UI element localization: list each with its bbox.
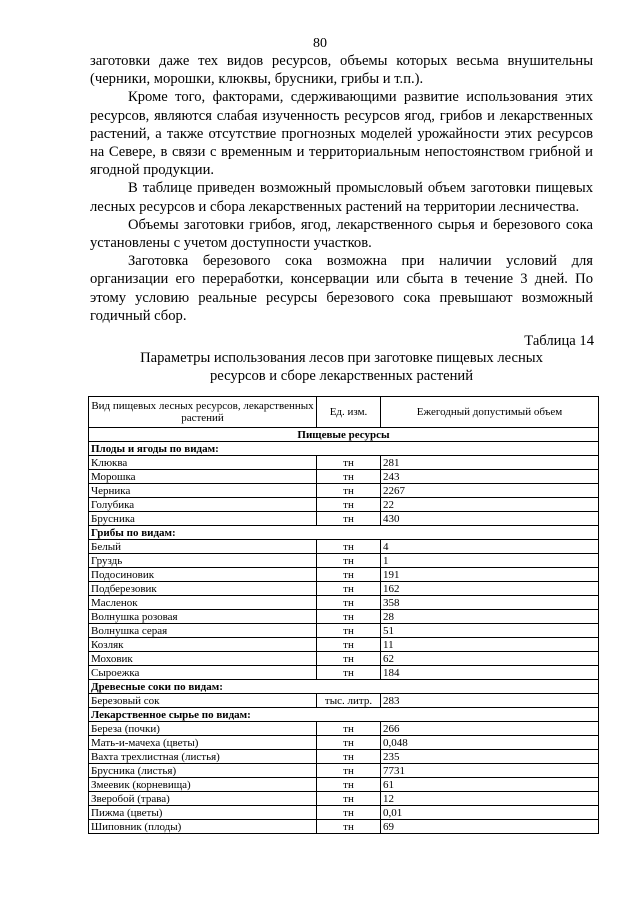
unit-cell: тн bbox=[317, 750, 381, 764]
volume-cell: 62 bbox=[381, 652, 599, 666]
resource-name: Березовый сок bbox=[89, 694, 317, 708]
unit-cell: тыс. литр. bbox=[317, 694, 381, 708]
resource-name: Брусника bbox=[89, 512, 317, 526]
resource-name: Моховик bbox=[89, 652, 317, 666]
volume-cell: 69 bbox=[381, 820, 599, 834]
table-row bbox=[89, 540, 599, 554]
paragraph-1: заготовки даже тех видов ресурсов, объемы которых весьма внушительны (черники, морошки, клюквы, брусники, грибы и т.п.). bbox=[90, 53, 593, 88]
paragraph-3: В таблице приведен возможный промысловый объем заготовки пищевых лесных ресурсов и сбора лекарственных растений на территории лесничества. bbox=[90, 180, 593, 215]
unit-cell: тн bbox=[317, 596, 381, 610]
volume-cell: 7731 bbox=[381, 764, 599, 778]
volume-cell: 235 bbox=[381, 750, 599, 764]
page-number: 80 bbox=[313, 36, 327, 51]
volume-cell: 162 bbox=[381, 582, 599, 596]
resources-table bbox=[88, 396, 599, 834]
resource-name: Змеевик (корневища) bbox=[89, 778, 317, 792]
paragraph-2: Кроме того, факторами, сдерживающими развитие использования этих ресурсов, являются слабая изученность ресурсов ягод, грибов и лекарственных растений, а также отсутствие прогнозных моделей урожайности этих ресурсов на Севере, в связи с временным и территориальным непостоянством грибной и ягодной продукции. bbox=[90, 89, 593, 179]
resource-name: Волнушка розовая bbox=[89, 610, 317, 624]
resource-name: Вахта трехлистная (листья) bbox=[89, 750, 317, 764]
section-food-resources: Пищевые ресурсы bbox=[89, 428, 599, 442]
resource-name: Зверобой (трава) bbox=[89, 792, 317, 806]
resource-name: Шиповник (плоды) bbox=[89, 820, 317, 834]
unit-cell: тн bbox=[317, 540, 381, 554]
volume-cell: 184 bbox=[381, 666, 599, 680]
volume-cell: 281 bbox=[381, 456, 599, 470]
table-row bbox=[89, 750, 599, 764]
table-caption bbox=[90, 349, 593, 385]
unit-cell: тн bbox=[317, 820, 381, 834]
unit-cell: тн bbox=[317, 610, 381, 624]
table-row bbox=[89, 484, 599, 498]
unit-cell: тн bbox=[317, 806, 381, 820]
header-unit: Ед. изм. bbox=[317, 397, 381, 428]
table-row bbox=[89, 624, 599, 638]
volume-cell: 4 bbox=[381, 540, 599, 554]
table-row bbox=[89, 722, 599, 736]
unit-cell: тн bbox=[317, 568, 381, 582]
resource-name: Голубика bbox=[89, 498, 317, 512]
group-row bbox=[89, 526, 599, 540]
volume-cell: 283 bbox=[381, 694, 599, 708]
resource-name: Козляк bbox=[89, 638, 317, 652]
resource-name: Подосиновик bbox=[89, 568, 317, 582]
resource-name: Брусника (листья) bbox=[89, 764, 317, 778]
volume-cell: 0,048 bbox=[381, 736, 599, 750]
table-header-row bbox=[89, 397, 599, 428]
table-row bbox=[89, 778, 599, 792]
unit-cell: тн bbox=[317, 456, 381, 470]
volume-cell: 28 bbox=[381, 610, 599, 624]
resource-name: Пижма (цветы) bbox=[89, 806, 317, 820]
table-caption-line-1: Параметры использования лесов при заготовке пищевых лесных bbox=[140, 350, 543, 366]
unit-cell: тн bbox=[317, 666, 381, 680]
volume-cell: 0,01 bbox=[381, 806, 599, 820]
unit-cell: тн bbox=[317, 764, 381, 778]
table-row bbox=[89, 806, 599, 820]
unit-cell: тн bbox=[317, 736, 381, 750]
resource-name: Груздь bbox=[89, 554, 317, 568]
volume-cell: 266 bbox=[381, 722, 599, 736]
group-title: Грибы по видам: bbox=[89, 526, 599, 540]
table-row bbox=[89, 736, 599, 750]
table-caption-line-2: ресурсов и сборе лекарственных растений bbox=[209, 368, 474, 385]
section-row bbox=[89, 428, 599, 442]
table-row bbox=[89, 694, 599, 708]
resource-name: Клюква bbox=[89, 456, 317, 470]
paragraph-4: Объемы заготовки грибов, ягод, лекарственного сырья и березового сока установлены с учетом доступности участков. bbox=[90, 216, 593, 252]
unit-cell: тн bbox=[317, 792, 381, 806]
table-row bbox=[89, 456, 599, 470]
resource-name: Подберезовик bbox=[89, 582, 317, 596]
volume-cell: 1 bbox=[381, 554, 599, 568]
table-row bbox=[89, 470, 599, 484]
body-text bbox=[90, 52, 593, 325]
volume-cell: 358 bbox=[381, 596, 599, 610]
table-row bbox=[89, 666, 599, 680]
volume-cell: 61 bbox=[381, 778, 599, 792]
table-row bbox=[89, 652, 599, 666]
volume-cell: 12 bbox=[381, 792, 599, 806]
header-annual-volume: Ежегодный допустимый объем bbox=[381, 397, 599, 428]
resource-name: Мать-и-мачеха (цветы) bbox=[89, 736, 317, 750]
volume-cell: 11 bbox=[381, 638, 599, 652]
unit-cell: тн bbox=[317, 638, 381, 652]
resource-name: Сыроежка bbox=[89, 666, 317, 680]
table-row bbox=[89, 582, 599, 596]
group-row bbox=[89, 680, 599, 694]
volume-cell: 51 bbox=[381, 624, 599, 638]
unit-cell: тн bbox=[317, 778, 381, 792]
group-row bbox=[89, 442, 599, 456]
table-row bbox=[89, 638, 599, 652]
unit-cell: тн bbox=[317, 498, 381, 512]
unit-cell: тн bbox=[317, 470, 381, 484]
table-row bbox=[89, 764, 599, 778]
unit-cell: тн bbox=[317, 624, 381, 638]
resource-name: Береза (почки) bbox=[89, 722, 317, 736]
volume-cell: 22 bbox=[381, 498, 599, 512]
resource-name: Черника bbox=[89, 484, 317, 498]
unit-cell: тн bbox=[317, 722, 381, 736]
unit-cell: тн bbox=[317, 652, 381, 666]
resource-name: Белый bbox=[89, 540, 317, 554]
table-row bbox=[89, 610, 599, 624]
group-title: Древесные соки по видам: bbox=[89, 680, 599, 694]
resource-name: Масленок bbox=[89, 596, 317, 610]
table-label: Таблица 14 bbox=[524, 333, 594, 349]
table-row bbox=[89, 568, 599, 582]
header-resource-type: Вид пищевых лесных ресурсов, лекарственных растений bbox=[89, 397, 317, 428]
resource-name: Волнушка серая bbox=[89, 624, 317, 638]
table-body bbox=[89, 428, 599, 834]
table-row bbox=[89, 512, 599, 526]
table-row bbox=[89, 498, 599, 512]
group-title: Плоды и ягоды по видам: bbox=[89, 442, 599, 456]
group-row bbox=[89, 708, 599, 722]
paragraph-5: Заготовка березового сока возможна при наличии условий для организации его переработки, консервации или сбыта в течение 3 дней. По этому условию реальные ресурсы березового сока превышают возможный годичный сбор. bbox=[90, 253, 593, 324]
table-row bbox=[89, 792, 599, 806]
group-title: Лекарственное сырье по видам: bbox=[89, 708, 599, 722]
volume-cell: 430 bbox=[381, 512, 599, 526]
table-row bbox=[89, 596, 599, 610]
unit-cell: тн bbox=[317, 512, 381, 526]
volume-cell: 243 bbox=[381, 470, 599, 484]
resource-name: Морошка bbox=[89, 470, 317, 484]
volume-cell: 2267 bbox=[381, 484, 599, 498]
volume-cell: 191 bbox=[381, 568, 599, 582]
unit-cell: тн bbox=[317, 582, 381, 596]
table-row bbox=[89, 820, 599, 834]
unit-cell: тн bbox=[317, 554, 381, 568]
table-row bbox=[89, 554, 599, 568]
unit-cell: тн bbox=[317, 484, 381, 498]
